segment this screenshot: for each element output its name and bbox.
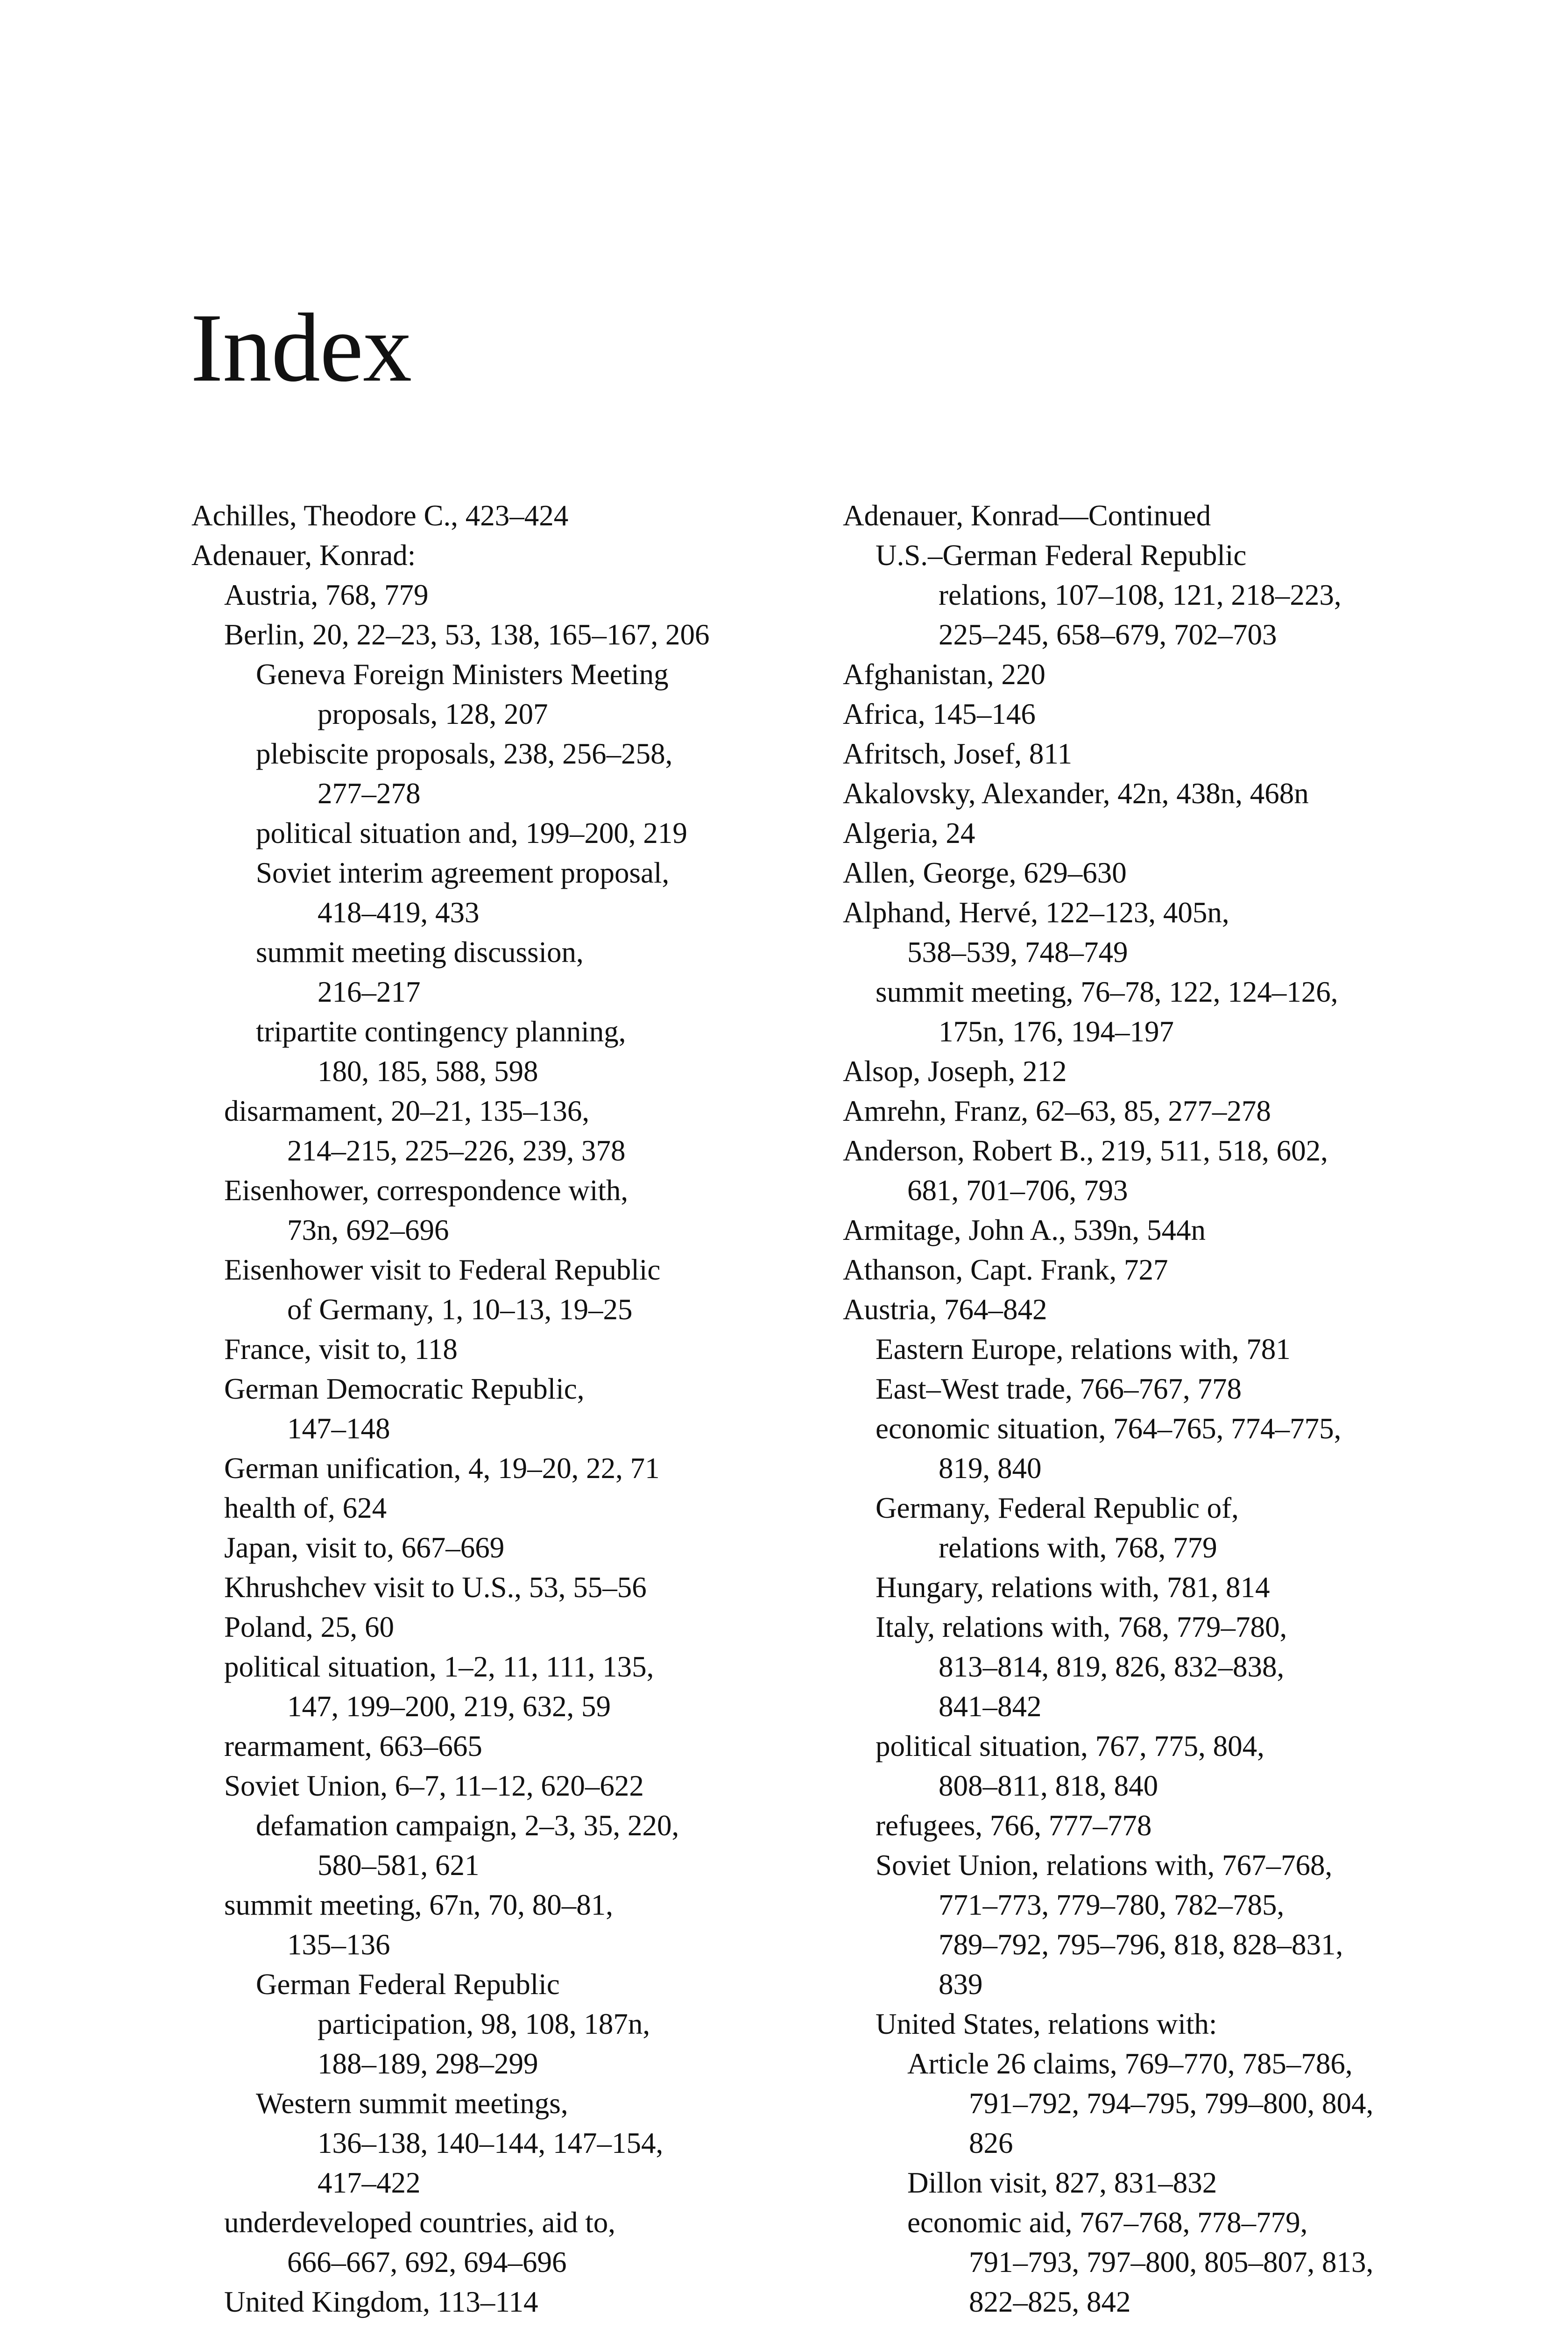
index-entry-line: summit meeting, 67n, 70, 80–81, — [224, 1889, 613, 1921]
index-entry-line: Armitage, John A., 539n, 544n — [843, 1214, 1206, 1246]
index-entry-line: 813–814, 819, 826, 832–838, — [939, 1650, 1285, 1683]
index-entry-line: tripartite contingency planning, — [256, 1015, 626, 1048]
index-entry-line: Article 26 claims, 769–770, 785–786, — [907, 2047, 1353, 2080]
index-column-right — [843, 496, 1427, 2322]
index-entry-line: Athanson, Capt. Frank, 727 — [843, 1253, 1168, 1286]
index-entry-line: Akalovsky, Alexander, 42n, 438n, 468n — [843, 777, 1309, 810]
index-entry-line: relations, 107–108, 121, 218–223, — [939, 579, 1342, 611]
index-entry-line: German Federal Republic — [256, 1968, 560, 2001]
index-entry-line: rearmament, 663–665 — [224, 1730, 482, 1762]
index-entry-line: Africa, 145–146 — [843, 698, 1036, 730]
index-entry-line: East–West trade, 766–767, 778 — [876, 1373, 1242, 1405]
index-entry-line: 136–138, 140–144, 147–154, — [318, 2127, 664, 2159]
index-entry-line: Soviet Union, 6–7, 11–12, 620–622 — [224, 1769, 644, 1802]
index-entry-line: summit meeting, 76–78, 122, 124–126, — [876, 976, 1338, 1008]
index-entry-line: U.S.–German Federal Republic — [876, 539, 1247, 572]
index-entry-line: Adenauer, Konrad—Continued — [843, 499, 1211, 532]
index-entry-line: 538–539, 748–749 — [907, 936, 1128, 969]
index-entry-line: 819, 840 — [939, 1452, 1042, 1485]
index-entry-line: 839 — [939, 1968, 983, 2001]
index-entry-line: Khrushchev visit to U.S., 53, 55–56 — [224, 1571, 647, 1604]
index-entry-line: United States, relations with: — [876, 2008, 1217, 2040]
index-entry-line: 73n, 692–696 — [287, 1214, 449, 1246]
index-entry-line: Germany, Federal Republic of, — [876, 1492, 1239, 1524]
index-entry-line: Austria, 764–842 — [843, 1293, 1047, 1326]
index-entry-line: 826 — [969, 2127, 1013, 2159]
index-entry-line: relations with, 768, 779 — [939, 1531, 1217, 1564]
index-entry-line: 175n, 176, 194–197 — [939, 1015, 1174, 1048]
index-entry-line: United Kingdom, 113–114 — [224, 2285, 538, 2318]
index-entry-line: Italy, relations with, 768, 779–780, — [876, 1611, 1287, 1643]
index-entry-line: Algeria, 24 — [843, 817, 975, 849]
index-entry-line: 681, 701–706, 793 — [907, 1174, 1128, 1207]
index-entry-line: Adenauer, Konrad: — [191, 539, 416, 572]
index-entry-line: political situation, 767, 775, 804, — [876, 1730, 1264, 1762]
index-entry-line: 841–842 — [939, 1690, 1042, 1723]
index-entry-line: Hungary, relations with, 781, 814 — [876, 1571, 1270, 1604]
index-entry-line: Anderson, Robert B., 219, 511, 518, 602, — [843, 1134, 1328, 1167]
index-entry-line: Alphand, Hervé, 122–123, 405n, — [843, 896, 1229, 929]
index-entry-line: 771–773, 779–780, 782–785, — [939, 1889, 1285, 1921]
index-entry-line: German unification, 4, 19–20, 22, 71 — [224, 1452, 660, 1485]
index-entry-line: Achilles, Theodore C., 423–424 — [191, 499, 569, 532]
index-entry-line: political situation, 1–2, 11, 111, 135, — [224, 1650, 654, 1683]
index-entry-line: economic aid, 767–768, 778–779, — [907, 2206, 1308, 2239]
index-entry-line: 147, 199–200, 219, 632, 59 — [287, 1690, 611, 1723]
index-entry-line: economic situation, 764–765, 774–775, — [876, 1412, 1342, 1445]
index-entry-line: Afghanistan, 220 — [843, 658, 1045, 691]
index-entry-line: 791–792, 794–795, 799–800, 804, — [969, 2087, 1374, 2120]
index-entry-line: participation, 98, 108, 187n, — [318, 2008, 650, 2040]
index-entry-line: defamation campaign, 2–3, 35, 220, — [256, 1809, 679, 1842]
index-entry-line: Austria, 768, 779 — [224, 579, 429, 611]
index-entry-line: refugees, 766, 777–778 — [876, 1809, 1152, 1842]
index-entry-line: Dillon visit, 827, 831–832 — [907, 2166, 1217, 2199]
index-entry-line: Western summit meetings, — [256, 2087, 568, 2120]
index-entry-line: Berlin, 20, 22–23, 53, 138, 165–167, 206 — [224, 618, 710, 651]
page-title: Index — [191, 294, 412, 402]
index-entry-line: disarmament, 20–21, 135–136, — [224, 1095, 590, 1127]
index-entry-line: 666–667, 692, 694–696 — [287, 2246, 567, 2278]
index-entry-line: plebiscite proposals, 238, 256–258, — [256, 737, 673, 770]
index-entry-line: 791–793, 797–800, 805–807, 813, — [969, 2246, 1374, 2278]
index-entry-line: 135–136 — [287, 1928, 390, 1961]
index-entry-line: health of, 624 — [224, 1492, 387, 1524]
index-entry-line: Poland, 25, 60 — [224, 1611, 395, 1643]
index-entry-line: German Democratic Republic, — [224, 1373, 585, 1405]
index-entry-line: 147–148 — [287, 1412, 390, 1445]
index-entry-line: Eisenhower, correspondence with, — [224, 1174, 629, 1207]
index-entry-line: Alsop, Joseph, 212 — [843, 1055, 1067, 1088]
index-entry-line: proposals, 128, 207 — [318, 698, 548, 730]
index-entry-line: political situation and, 199–200, 219 — [256, 817, 687, 849]
index-entry-line: Japan, visit to, 667–669 — [224, 1531, 505, 1564]
index-entry-line: 822–825, 842 — [969, 2285, 1131, 2318]
index-entry-line: 418–419, 433 — [318, 896, 480, 929]
index-entry-line: Afritsch, Josef, 811 — [843, 737, 1073, 770]
index-entry-line: of Germany, 1, 10–13, 19–25 — [287, 1293, 633, 1326]
index-entry-line: 277–278 — [318, 777, 421, 810]
index-entry-line: 808–811, 818, 840 — [939, 1769, 1158, 1802]
index-entry-line: underdeveloped countries, aid to, — [224, 2206, 615, 2239]
index-entry-line: Geneva Foreign Ministers Meeting — [256, 658, 669, 691]
index-entry-line: 188–189, 298–299 — [318, 2047, 538, 2080]
index-entry-line: Allen, George, 629–630 — [843, 856, 1127, 889]
index-entry-line: 214–215, 225–226, 239, 378 — [287, 1134, 626, 1167]
index-entry-line: 789–792, 795–796, 818, 828–831, — [939, 1928, 1343, 1961]
index-entry-line: 225–245, 658–679, 702–703 — [939, 618, 1277, 651]
index-entry-line: France, visit to, 118 — [224, 1333, 458, 1366]
index-entry-line: 216–217 — [318, 976, 421, 1008]
index-entry-line: Soviet Union, relations with, 767–768, — [876, 1849, 1333, 1882]
index-entry-line: 580–581, 621 — [318, 1849, 480, 1882]
index-column-left — [191, 496, 812, 2322]
index-entry-line: summit meeting discussion, — [256, 936, 584, 969]
index-entry-line: 417–422 — [318, 2166, 421, 2199]
index-entry-line: Soviet interim agreement proposal, — [256, 856, 670, 889]
index-entry-line: Eisenhower visit to Federal Republic — [224, 1253, 661, 1286]
index-entry-line: Eastern Europe, relations with, 781 — [876, 1333, 1291, 1366]
index-entry-line: 180, 185, 588, 598 — [318, 1055, 538, 1088]
index-entry-line: Amrehn, Franz, 62–63, 85, 277–278 — [843, 1095, 1271, 1127]
